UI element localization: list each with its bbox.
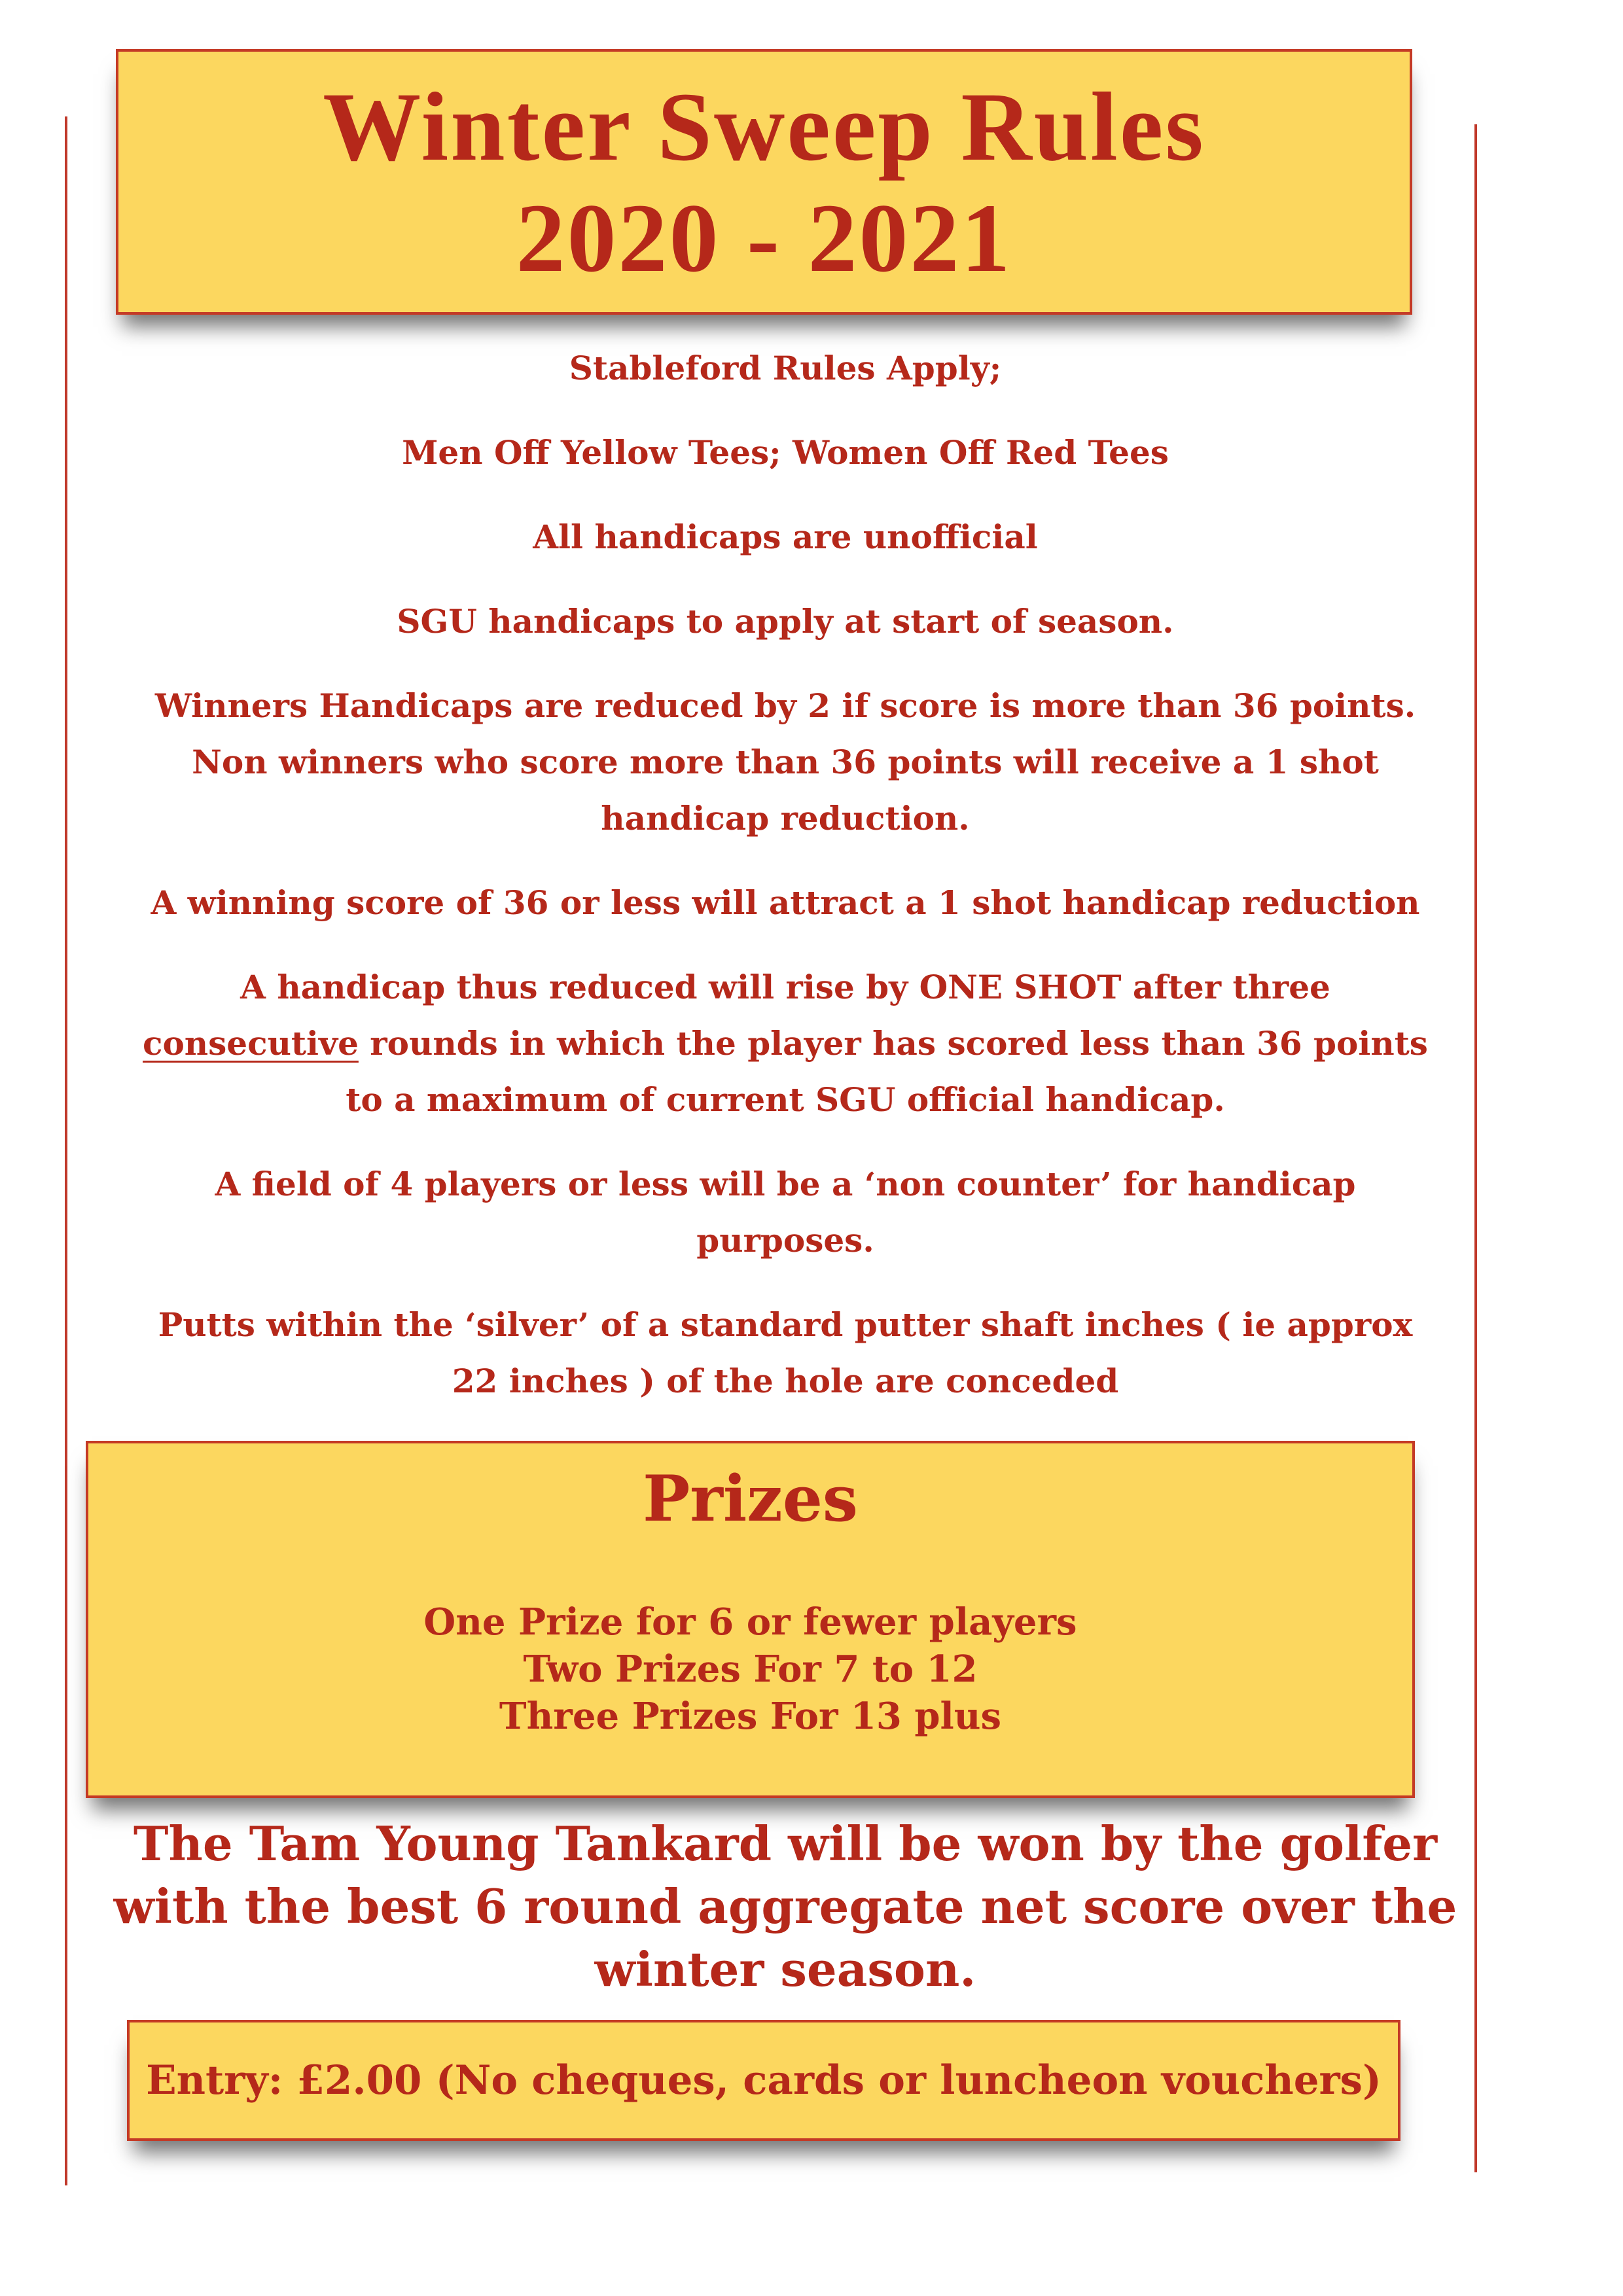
prize-item: Three Prizes For 13 plus xyxy=(499,1695,1002,1738)
rule-winning-score xyxy=(105,875,1466,931)
rule-line: A winning score of 36 or less will attract a 1 shot handicap reduction xyxy=(151,883,1420,922)
rule-line: rounds in which the player has scored less than 36 points xyxy=(358,1024,1428,1063)
rule-line: 22 inches ) of the hole are conceded xyxy=(452,1362,1119,1400)
prizes-box xyxy=(86,1441,1415,1798)
rule-line: Stableford Rules Apply; xyxy=(569,349,1002,387)
prize-item: One Prize for 6 or fewer players xyxy=(423,1600,1077,1644)
rule-handicap-rise xyxy=(105,959,1466,1128)
prizes-heading: Prizes xyxy=(643,1462,858,1536)
rule-line: All handicaps are unofficial xyxy=(533,518,1038,556)
rule-line: Men Off Yellow Tees; Women Off Red Tees xyxy=(402,433,1169,472)
rule-line: purposes. xyxy=(696,1221,874,1260)
left-margin-line xyxy=(65,116,67,2185)
tankard-note xyxy=(105,1812,1466,2001)
rule-winner-reduction xyxy=(105,678,1466,847)
entry-box xyxy=(127,2020,1400,2141)
rule-line: Winners Handicaps are reduced by 2 if score is more than 36 points. xyxy=(154,686,1416,725)
prize-item: Two Prizes For 7 to 12 xyxy=(523,1648,978,1691)
rule-sgu-handicaps xyxy=(105,593,1466,650)
rule-non-counter xyxy=(105,1156,1466,1269)
right-margin-line xyxy=(1474,124,1477,2172)
rule-stableford xyxy=(105,340,1466,397)
rule-line: handicap reduction. xyxy=(601,799,970,838)
tankard-line: The Tam Young Tankard will be won by the golfer xyxy=(133,1816,1438,1871)
underlined-word: consecutive xyxy=(143,1024,359,1063)
rule-putts-conceded xyxy=(105,1297,1466,1409)
rule-line: Non winners who score more than 36 points will receive a 1 shot xyxy=(192,743,1379,781)
rule-line: Putts within the ‘silver’ of a standard putter shaft inches ( ie approx xyxy=(158,1305,1413,1344)
tankard-line: winter season. xyxy=(594,1941,976,1997)
tankard-line: with the best 6 round aggregate net score over the xyxy=(113,1879,1457,1934)
rule-line: A handicap thus reduced will rise by ONE SHOT after three xyxy=(240,968,1330,1006)
page-title: Winter Sweep Rules xyxy=(323,73,1205,181)
rule-tees xyxy=(105,425,1466,481)
rules-section xyxy=(105,340,1466,1438)
season-years: 2020 - 2021 xyxy=(516,184,1012,292)
prizes-list xyxy=(88,1598,1412,1740)
entry-fee: Entry: £2.00 (No cheques, cards or luncheon vouchers) xyxy=(146,2057,1382,2104)
title-banner xyxy=(116,49,1412,315)
rule-unofficial-handicaps xyxy=(105,509,1466,565)
rule-line: A field of 4 players or less will be a ‘non counter’ for handicap xyxy=(215,1165,1356,1203)
rule-line: to a maximum of current SGU official handicap. xyxy=(346,1080,1225,1119)
rule-line: SGU handicaps to apply at start of season. xyxy=(397,602,1174,641)
